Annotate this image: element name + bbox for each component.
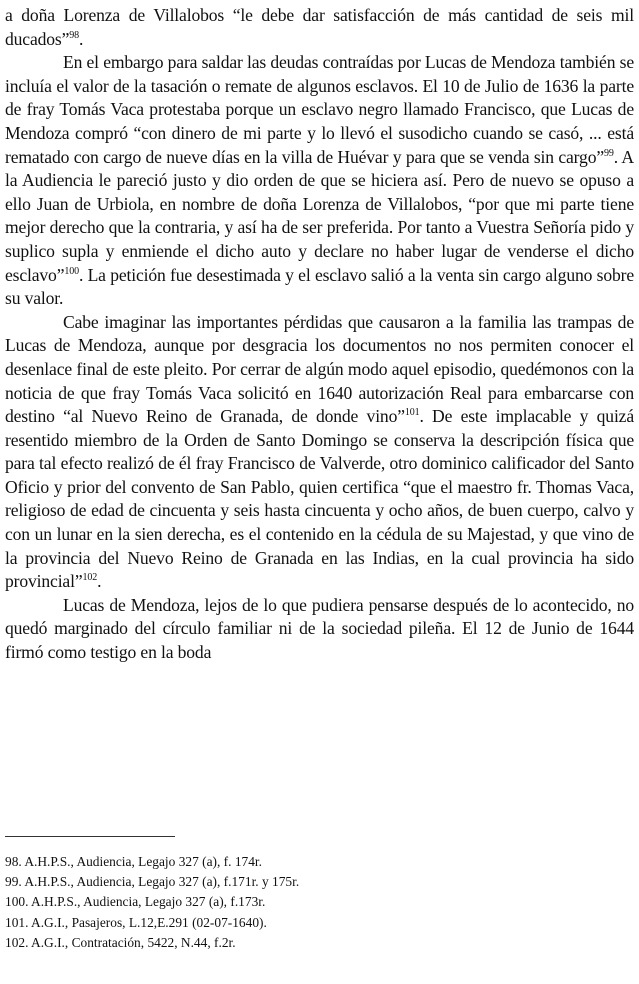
paragraph-3: Cabe imaginar las importantes pérdidas que causaron a la familia las trampas de Lucas de Mendoza, aunque por desgracia los documentos no nos permiten conocer el desenlace final de este pleito. Por cerrar de algún modo aquel episodio, quedémonos con la noticia de que fray Tomás Vaca solicitó en 1640 autorización Real para embarcarse con destino “al Nuevo Reino de Granada, de donde vino”$^{101}$. De este implacable y quizá resentido miembro de la Orden de Santo Domingo se conserva la descripción física que para tal efecto realizó de él fray Francisco de Valverde, otro dominico calificador del Santo Oficio y prior del convento de San Pablo, quien certifica “que el maestro fr. Thomas Vaca, religioso de edad de cincuenta y seis hasta cincuenta y ocho años, de buen cuerpo, calvo y con un lunar en la sien derecha, es el contenido en la cédula de su Majestad, y que vino de la provincia del Nuevo Reino de Granada en las Indias, en la cual provincia ha sido provincial”$^{102}$. [5,311,634,592]
footnote-99: 99. A.H.P.S., Audiencia, Legajo 327 (a), f.171r. y 175r. [5,874,300,890]
paragraph-1: a doña Lorenza de Villalobos “le debe dar satisfacción de más cantidad de seis mil ducados”$^{98}$. [5,5,634,49]
footnote-102: 102. A.G.I., Contratación, 5422, N.44, f.2r. [5,934,236,950]
paragraph-2: En el embargo para saldar las deudas contraídas por Lucas de Mendoza también se incluía el valor de la tasación o remate de algunos esclavos. El 10 de Julio de 1636 la parte de fray Tomás Vaca protestaba porque un esclavo negro llamado Francisco, que Lucas de Mendoza compró “con dinero de mi parte y lo llevó el susodicho cuando se casó, ... está rematado con cargo de nueve días en la villa de Huévar y para que se venda sin cargo”$^{99}$. A la Audiencia le pareció justo y dio orden de que se hiciera así. Pero de nuevo se opuso a ello Juan de Urbiola, en nombre de doña Lorenza de Villalobos, “por que mi parte tiene mejor derecho que la contraria, y así ha de ser preferida. Por tanto a Vuestra Señoría pido y suplico supla y enmiende el dicho auto y declare no haber lugar de venderse el dicho esclavo”$^{100}$. La petición fue desestimada y el esclavo salió a la venta sin cargo alguno sobre su valor. [5,52,634,309]
footnote-100: 100. A.H.P.S., Audiencia, Legajo 327 (a), f.173r. [5,894,266,910]
body-text [5,4,634,665]
footnote-ref-100[interactable]: 100 [64,265,79,277]
footnote-ref-102[interactable]: 102 [82,572,98,584]
footnote-101: 101. A.G.I., Pasajeros, L.12,E.291 (02-07-1640). [5,914,267,930]
footnotes [5,852,605,953]
paragraph-4: Lucas de Mendoza, lejos de lo que pudiera pensarse después de lo acontecido, no quedó marginado del círculo familiar ni de la sociedad pileña. El 12 de Junio de 1644 firmó como testigo en la boda [5,594,634,663]
footnote-divider [5,836,175,837]
footnote-ref-99[interactable]: 99 [604,147,614,159]
footnote-98: 98. A.H.P.S., Audiencia, Legajo 327 (a), f. 174r. [5,854,262,869]
footnote-ref-101[interactable]: 101 [404,407,420,419]
footnote-ref-98[interactable]: 98 [69,29,79,41]
